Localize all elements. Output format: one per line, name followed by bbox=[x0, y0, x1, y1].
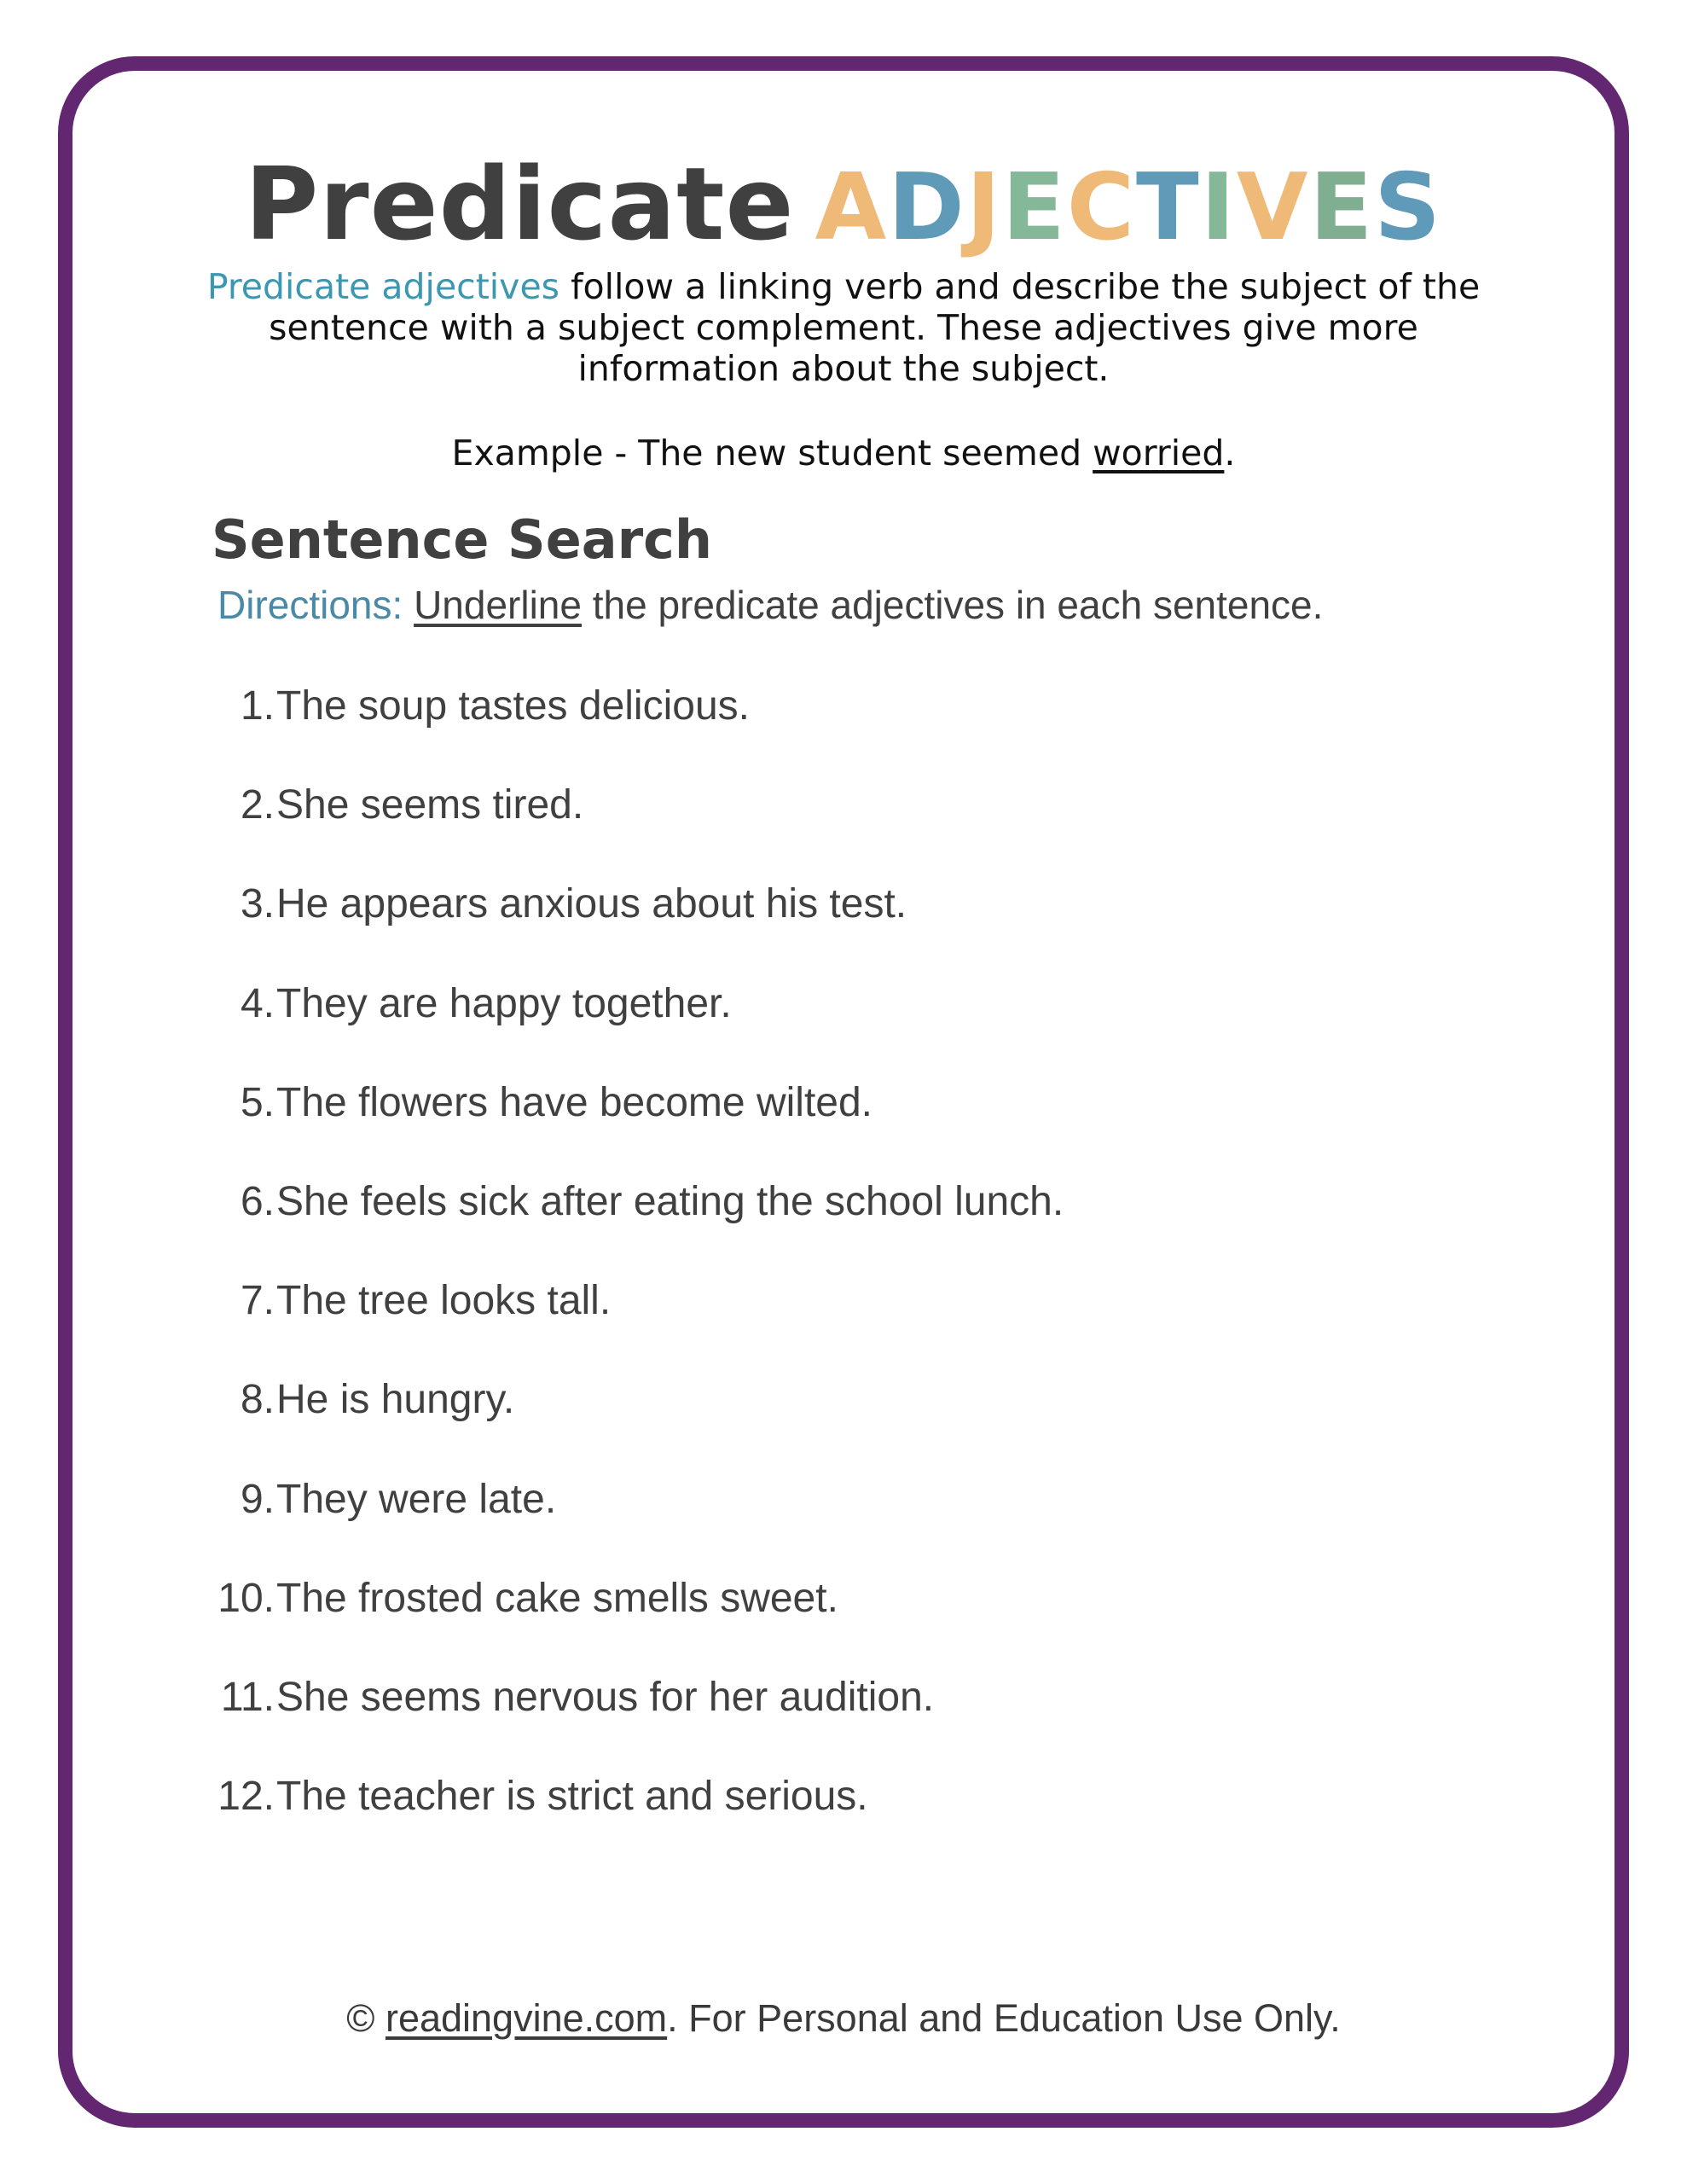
sentence-item bbox=[205, 1178, 1064, 1277]
sentence-text: She feels sick after eating the school lunch. bbox=[276, 1178, 1064, 1224]
sentence-text: They were late. bbox=[276, 1476, 557, 1522]
sentence-text: The frosted cake smells sweet. bbox=[276, 1575, 838, 1621]
sentence-number: 6. bbox=[240, 1178, 275, 1224]
footer-link[interactable]: readingvine.com bbox=[385, 1996, 668, 2040]
sentence-number: 10. bbox=[217, 1575, 275, 1621]
sentence-text: They are happy together. bbox=[276, 980, 732, 1026]
title-letter: T bbox=[1136, 154, 1201, 261]
sentence-number: 4. bbox=[240, 980, 275, 1026]
sentence-item bbox=[205, 682, 1064, 781]
title-letter: S bbox=[1374, 154, 1443, 261]
example-prefix: Example - The new student seemed bbox=[451, 433, 1093, 473]
directions-underlined: Underline bbox=[414, 583, 582, 627]
sentence-text: The teacher is strict and serious. bbox=[276, 1774, 868, 1820]
sentence-list bbox=[205, 682, 1064, 1872]
title-letter: E bbox=[1002, 154, 1067, 261]
sentence-item bbox=[205, 1476, 1064, 1575]
section-heading: Sentence Search bbox=[212, 508, 713, 571]
example-suffix: . bbox=[1224, 433, 1236, 473]
sentence-text: He is hungry. bbox=[276, 1377, 515, 1423]
sentence-text: The tree looks tall. bbox=[276, 1278, 612, 1324]
example-underlined-word: worried bbox=[1093, 433, 1225, 473]
sentence-item bbox=[205, 980, 1064, 1079]
footer-text: . For Personal and Education Use Only. bbox=[667, 1996, 1341, 2040]
title-word-adjectives bbox=[815, 154, 1443, 261]
copyright-symbol: © bbox=[346, 1996, 375, 2040]
intro-highlight: Predicate adjectives bbox=[206, 266, 560, 307]
title-letter: C bbox=[1066, 154, 1137, 261]
sentence-number: 2. bbox=[240, 782, 275, 828]
sentence-number: 11. bbox=[220, 1674, 275, 1720]
title-letter: I bbox=[1200, 154, 1237, 261]
sentence-text: The flowers have become wilted. bbox=[276, 1079, 872, 1125]
sentence-number: 3. bbox=[240, 881, 275, 927]
sentence-number: 9. bbox=[240, 1476, 275, 1522]
directions bbox=[217, 582, 1323, 628]
title-letter: V bbox=[1236, 154, 1310, 261]
sentence-text: She seems nervous for her audition. bbox=[276, 1674, 935, 1720]
title-letter: A bbox=[815, 154, 889, 261]
sentence-item bbox=[205, 1674, 1064, 1773]
sentence-number: 12. bbox=[217, 1774, 275, 1820]
intro-paragraph bbox=[196, 266, 1491, 389]
directions-text: the predicate adjectives in each sentence. bbox=[581, 583, 1324, 627]
sentence-item bbox=[205, 781, 1064, 880]
sentence-number: 1. bbox=[240, 683, 275, 729]
title-word-predicate: Predicate bbox=[244, 145, 795, 263]
title-letter: E bbox=[1309, 154, 1375, 261]
directions-label: Directions: bbox=[217, 583, 403, 627]
title-letter: J bbox=[965, 154, 1002, 261]
sentence-number: 7. bbox=[240, 1278, 275, 1324]
footer-copyright bbox=[0, 1996, 1687, 2041]
sentence-item bbox=[205, 880, 1064, 979]
sentence-item bbox=[205, 1376, 1064, 1475]
sentence-number: 5. bbox=[240, 1079, 275, 1125]
sentence-text: She seems tired. bbox=[276, 782, 584, 828]
sentence-text: The soup tastes delicious. bbox=[276, 683, 750, 729]
title-letter: D bbox=[888, 154, 966, 261]
example-sentence bbox=[0, 433, 1687, 473]
worksheet-title bbox=[0, 145, 1687, 263]
sentence-number: 8. bbox=[240, 1377, 275, 1423]
sentence-item bbox=[205, 1277, 1064, 1376]
intro-text: follow a linking verb and describe the subject of the sentence with a subject complement. These adjectives give more information about the subject. bbox=[269, 266, 1481, 389]
sentence-item bbox=[205, 1773, 1064, 1872]
sentence-text: He appears anxious about his test. bbox=[276, 881, 907, 927]
sentence-item bbox=[205, 1079, 1064, 1178]
sentence-item bbox=[205, 1575, 1064, 1674]
